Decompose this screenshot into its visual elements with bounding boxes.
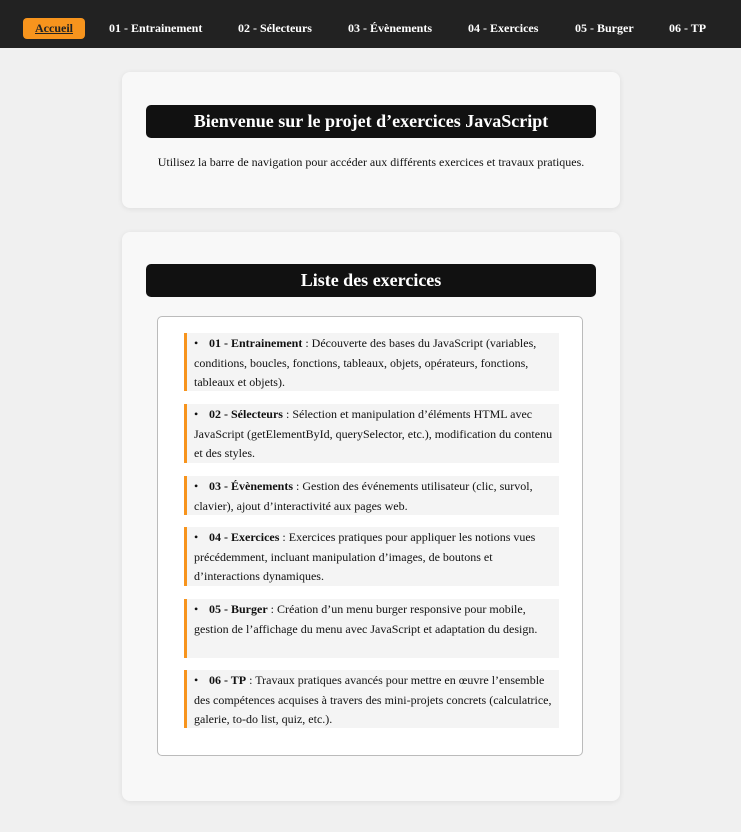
exercise-description: : Sélection et manipulation d’éléments HTML avec JavaScript (getElementById, querySelector, etc.), modification du contenu et des styles. xyxy=(194,407,553,460)
nav-link-evenements[interactable]: 03 - Évènements xyxy=(348,21,432,35)
exercise-item-entrainement xyxy=(184,333,559,391)
exercise-name: 03 - Évènements xyxy=(209,479,293,493)
exercises-title: Liste des exercices xyxy=(146,264,596,297)
exercise-item-evenements xyxy=(184,476,559,515)
exercises-card xyxy=(122,232,620,801)
nav-link-selecteurs[interactable]: 02 - Sélecteurs xyxy=(238,21,312,35)
welcome-text: Utilisez la barre de navigation pour accéder aux différents exercices et travaux pratiques. xyxy=(157,155,585,169)
exercise-name: 02 - Sélecteurs xyxy=(209,407,283,421)
nav-link-tp[interactable]: 06 - TP xyxy=(669,21,707,35)
bullet-icon: • xyxy=(194,479,199,493)
nav-link-accueil[interactable]: Accueil xyxy=(23,18,85,39)
bullet-icon: • xyxy=(194,602,199,616)
exercise-name: 01 - Entrainement xyxy=(209,336,303,350)
nav-link-burger[interactable]: 05 - Burger xyxy=(575,21,634,35)
exercise-name: 05 - Burger xyxy=(209,602,268,616)
bullet-icon: • xyxy=(194,407,199,421)
exercise-item-exercices xyxy=(184,527,559,586)
welcome-title: Bienvenue sur le projet d’exercices JavaScript xyxy=(146,105,596,138)
exercise-description: : Découverte des bases du JavaScript (variables, conditions, boucles, fonctions, tableaux, objets, opérateurs, fonctions, tableaux et objets). xyxy=(194,336,537,389)
bullet-icon: • xyxy=(194,673,199,687)
exercise-description: : Création d’un menu burger responsive pour mobile, gestion de l’affichage du menu avec JavaScript et adaptation du design. xyxy=(194,602,538,636)
exercise-item-burger xyxy=(184,599,559,658)
welcome-card xyxy=(122,72,620,208)
exercise-list xyxy=(157,316,583,756)
bullet-icon: • xyxy=(194,336,199,350)
exercise-description: : Gestion des événements utilisateur (clic, survol, clavier), ajout d’interactivité aux pages web. xyxy=(194,479,533,513)
exercise-name: 04 - Exercices xyxy=(209,530,280,544)
exercise-item-selecteurs xyxy=(184,404,559,463)
exercise-description: : Travaux pratiques avancés pour mettre en œuvre l’ensemble des compétences acquises à travers des mini-projets concrets (calculatrice, galerie, to-do list, quiz, etc.). xyxy=(194,673,552,726)
nav-link-entrainement[interactable]: 01 - Entrainement xyxy=(109,21,203,35)
exercise-name: 06 - TP xyxy=(209,673,247,687)
exercise-description: : Exercices pratiques pour appliquer les notions vues précédemment, incluant manipulation d’images, de boutons et d’interactions dynamiques. xyxy=(194,530,536,583)
nav-link-exercices[interactable]: 04 - Exercices xyxy=(468,21,539,35)
top-navbar xyxy=(0,0,741,48)
exercise-item-tp xyxy=(184,670,559,728)
bullet-icon: • xyxy=(194,530,199,544)
